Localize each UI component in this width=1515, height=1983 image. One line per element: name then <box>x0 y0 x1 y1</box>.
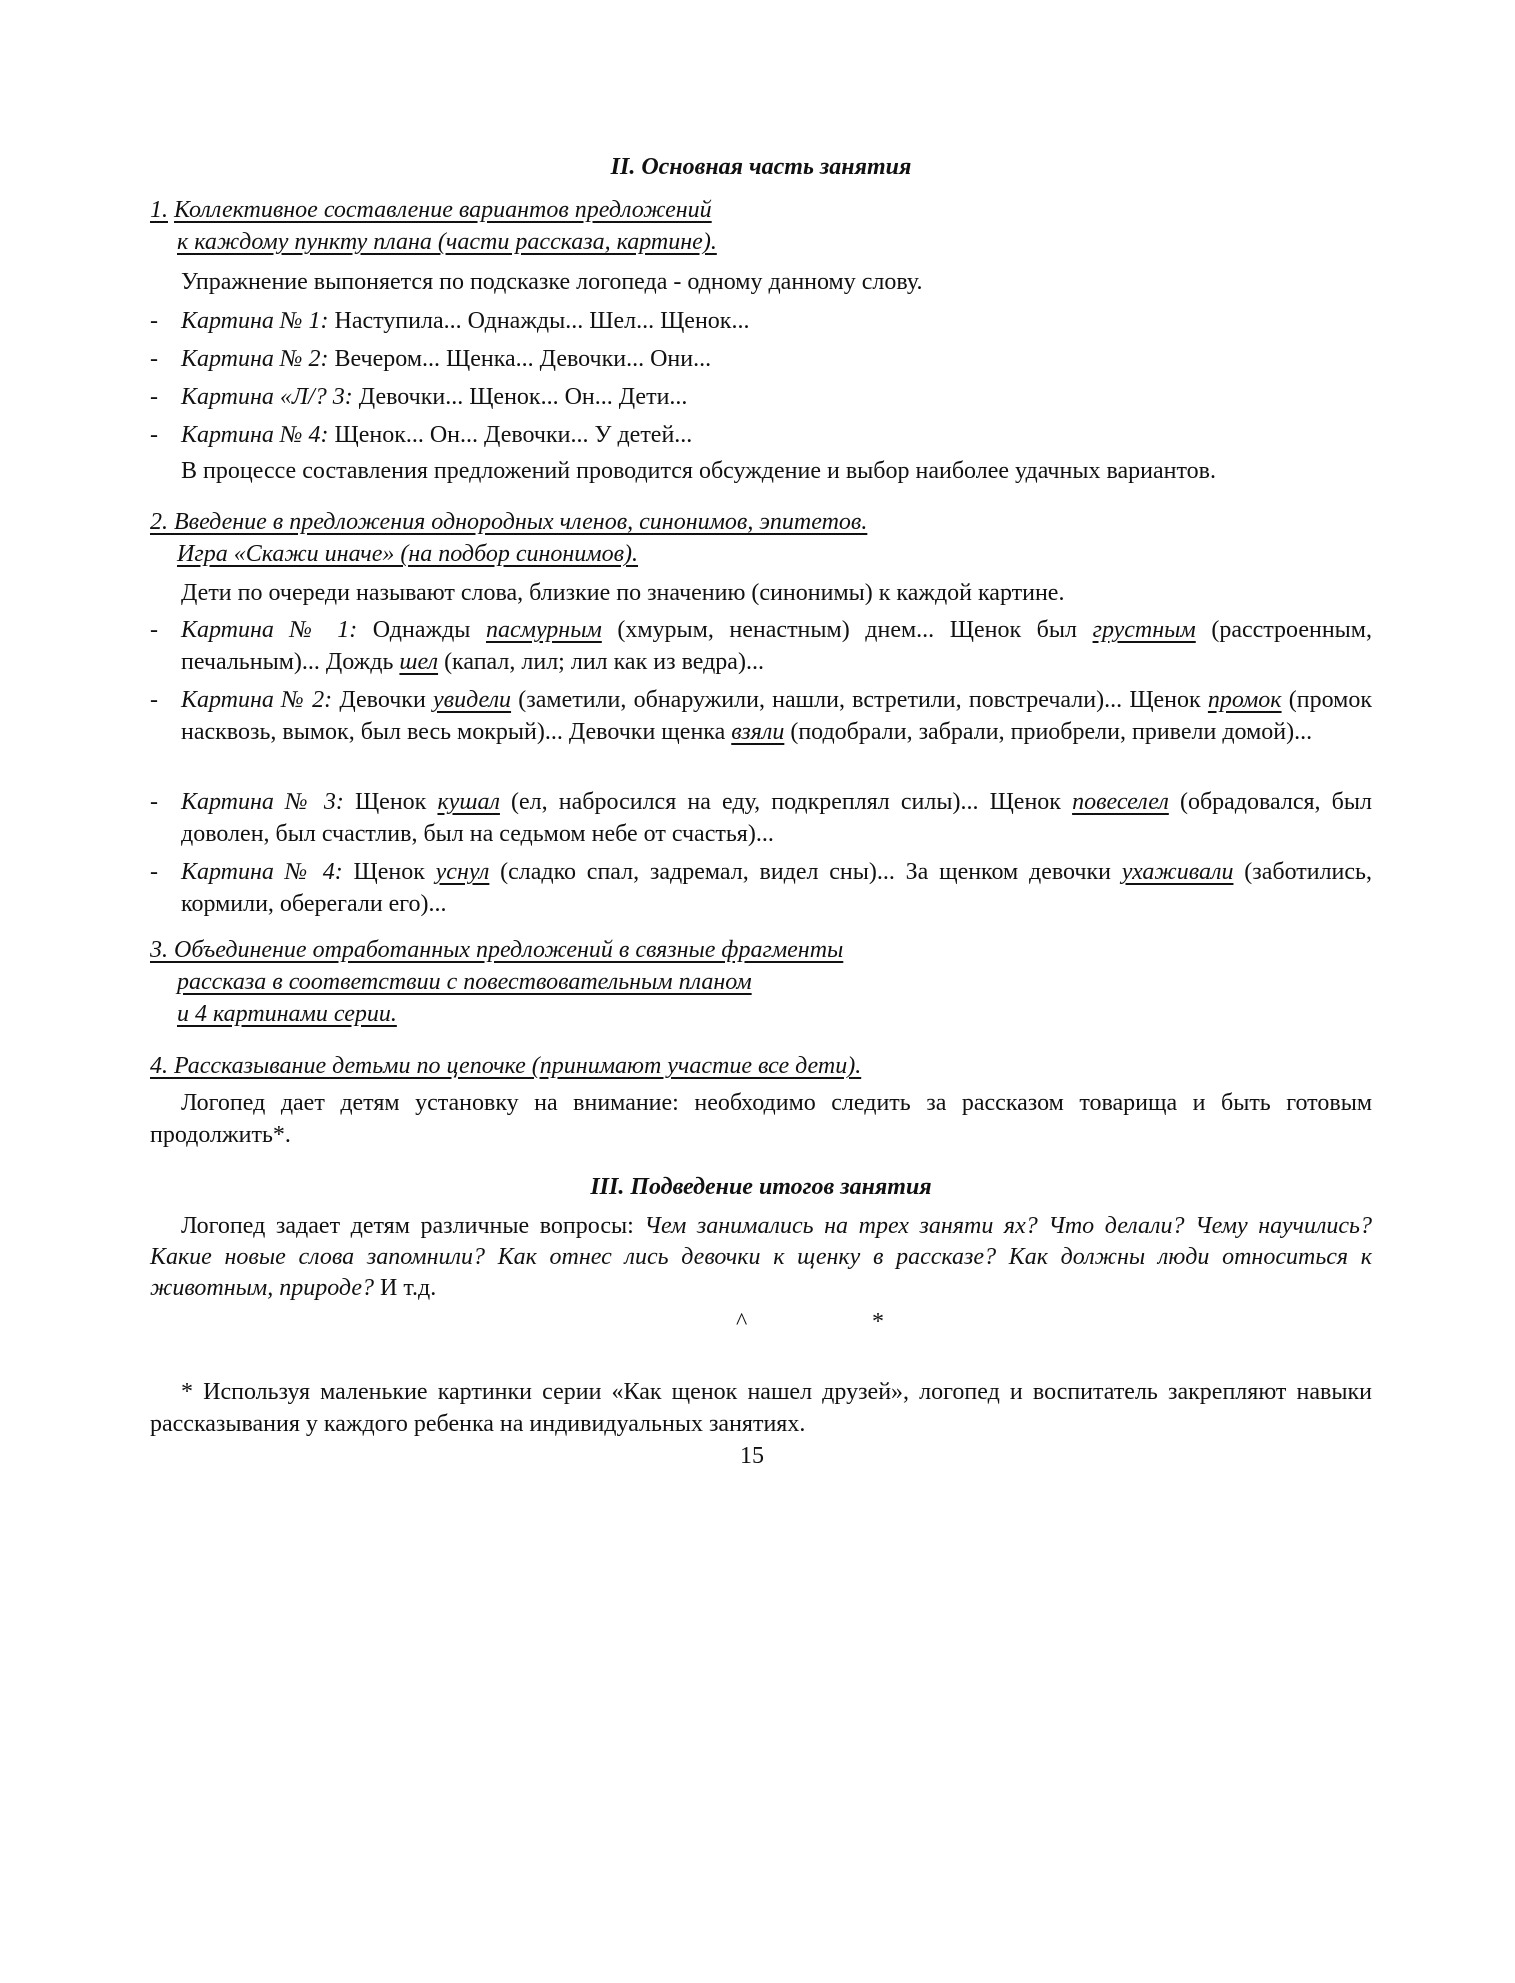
item3-heading-line2: рассказа в соответствии с повествовательным планом <box>177 969 752 995</box>
synonym-keyword: пасмурным <box>486 617 602 643</box>
section3-questions: Чем занимались на трех заняти ях? Что делали? Чему научились? Какие новые слова запомнили? Как отнес лись девочки к щенку в рассказе? Как должны люди относиться к животным, природе? <box>150 1213 1372 1301</box>
bullet-text: Девочки <box>332 687 434 713</box>
item1-bullet-4 <box>181 419 692 451</box>
item2-bullet-2 <box>181 684 1372 748</box>
bullet-dash: - <box>150 789 158 815</box>
bullet-dash: - <box>150 308 158 334</box>
item1-number: 1. <box>150 197 168 223</box>
section3-tail: И т.д. <box>374 1275 437 1301</box>
section3-lead: Логопед задает детям различные вопросы: <box>181 1213 645 1239</box>
synonym-keyword: промок <box>1207 687 1282 713</box>
bullet-text: (расстроенным, печальным)... Дождь <box>181 617 1372 675</box>
bullet-text: Вечером... Щенка... Девочки... Они... <box>334 346 712 372</box>
bullet-label: Картина № 3: <box>181 789 344 815</box>
section-title-summary: III. Подведение итогов занятия <box>590 1174 932 1200</box>
bullet-text: (промок насквозь, вымок, был весь мокрый)... Девочки щенка <box>181 687 1372 745</box>
bullet-text: Девочки... Щенок... Он... Дети... <box>358 384 688 410</box>
bullet-text: (сладко спал, задремал, видел сны)... За щенком девочки <box>489 859 1122 885</box>
item2-bullet-1 <box>181 614 1372 678</box>
bullet-text: (обрадовался, был доволен, был счастлив, был на седьмом небе от счастья)... <box>181 789 1372 847</box>
bullet-label: Картина № 1: <box>181 308 329 334</box>
item2-heading-line1: 2. Введение в предложения однородных членов, синонимов, эпитетов. <box>150 509 868 535</box>
bullet-text: (хмурым, ненастным) днем... Щенок был <box>601 617 1093 643</box>
synonym-keyword: грустным <box>1092 617 1196 643</box>
item1-heading-line1 <box>150 194 712 226</box>
bullet-text: (заметили, обнаружили, нашли, встретили, повстречали)... Щенок <box>511 687 1208 713</box>
section-title-main-part: II. Основная часть занятия <box>610 154 912 180</box>
bullet-dash: - <box>150 687 158 713</box>
item4-heading: 4. Рассказывание детьми по цепочке (принимают участие все дети). <box>150 1053 862 1079</box>
synonym-keyword: взяли <box>731 719 785 745</box>
bullet-text: Наступила... Однажды... Шел... Щенок... <box>334 308 750 334</box>
item1-heading-text: Коллективное составление вариантов предложений <box>174 197 712 223</box>
stray-caret-mark: ^ <box>736 1309 748 1335</box>
item4-text: Логопед дает детям установку на внимание: необходимо следить за рассказом товарища и быть готовым продолжить*. <box>150 1090 1372 1148</box>
synonym-keyword: ухаживали <box>1121 859 1234 885</box>
page-number: 15 <box>740 1443 764 1469</box>
bullet-label: Картина № 2: <box>181 346 329 372</box>
item2-bullet-4 <box>181 856 1372 920</box>
bullet-text: Щенок... Он... Девочки... У детей... <box>334 422 693 448</box>
stray-asterisk-mark: * <box>872 1309 884 1335</box>
item1-bullet-2 <box>181 343 711 375</box>
item2-intro: Дети по очереди называют слова, близкие по значению (синонимы) к каждой картине. <box>181 580 1065 606</box>
item1-intro: Упражнение выпоняется по подсказке логопеда - одному данному слову. <box>181 269 923 295</box>
synonym-keyword: увидели <box>433 687 512 713</box>
item1-heading-line2: к каждому пункту плана (части рассказа, картине). <box>177 229 717 255</box>
item1-bullet-3 <box>181 381 687 413</box>
synonym-keyword: кушал <box>437 789 500 815</box>
bullet-dash: - <box>150 346 158 372</box>
bullet-text: (ел, набросился на еду, подкреплял силы)... Щенок <box>499 789 1073 815</box>
bullet-label: Картина «Л/? 3: <box>181 384 353 410</box>
bullet-label: Картина № 4: <box>181 859 343 885</box>
bullet-dash: - <box>150 422 158 448</box>
bullet-label: Картина № 2: <box>181 687 333 713</box>
item2-heading-line2: Игра «Скажи иначе» (на подбор синонимов). <box>177 541 639 567</box>
bullet-label: Картина № 1: <box>181 617 358 643</box>
bullet-text: (подобрали, забрали, приобрели, привели домой)... <box>784 719 1313 745</box>
section3-text <box>150 1211 1372 1304</box>
bullet-text: Щенок <box>343 789 438 815</box>
item1-bullet-1 <box>181 305 749 337</box>
item1-outro: В процессе составления предложений проводится обсуждение и выбор наиболее удачных вариантов. <box>181 458 1216 484</box>
bullet-text: (заботились, кормили, оберегали его)... <box>181 859 1372 917</box>
synonym-keyword: уснул <box>435 859 490 885</box>
item3-heading-line1: 3. Объединение отработанных предложений в связные фрагменты <box>150 937 844 963</box>
bullet-text: Однажды <box>357 617 486 643</box>
item3-heading-line3: и 4 картинами серии. <box>177 1001 397 1027</box>
bullet-dash: - <box>150 384 158 410</box>
bullet-text: (капал, лил; лил как из ведра)... <box>438 649 764 675</box>
item2-bullet-3 <box>181 786 1372 850</box>
footnote: * Используя маленькие картинки серии «Как щенок нашел друзей», логопед и воспитатель закрепляют навыки рассказывания у каждого ребенка на индивидуальных занятиях. <box>150 1379 1372 1437</box>
synonym-keyword: повеселел <box>1072 789 1169 815</box>
bullet-dash: - <box>150 617 158 643</box>
synonym-keyword: шел <box>399 649 439 675</box>
bullet-text: Щенок <box>342 859 436 885</box>
bullet-dash: - <box>150 859 158 885</box>
bullet-label: Картина № 4: <box>181 422 329 448</box>
